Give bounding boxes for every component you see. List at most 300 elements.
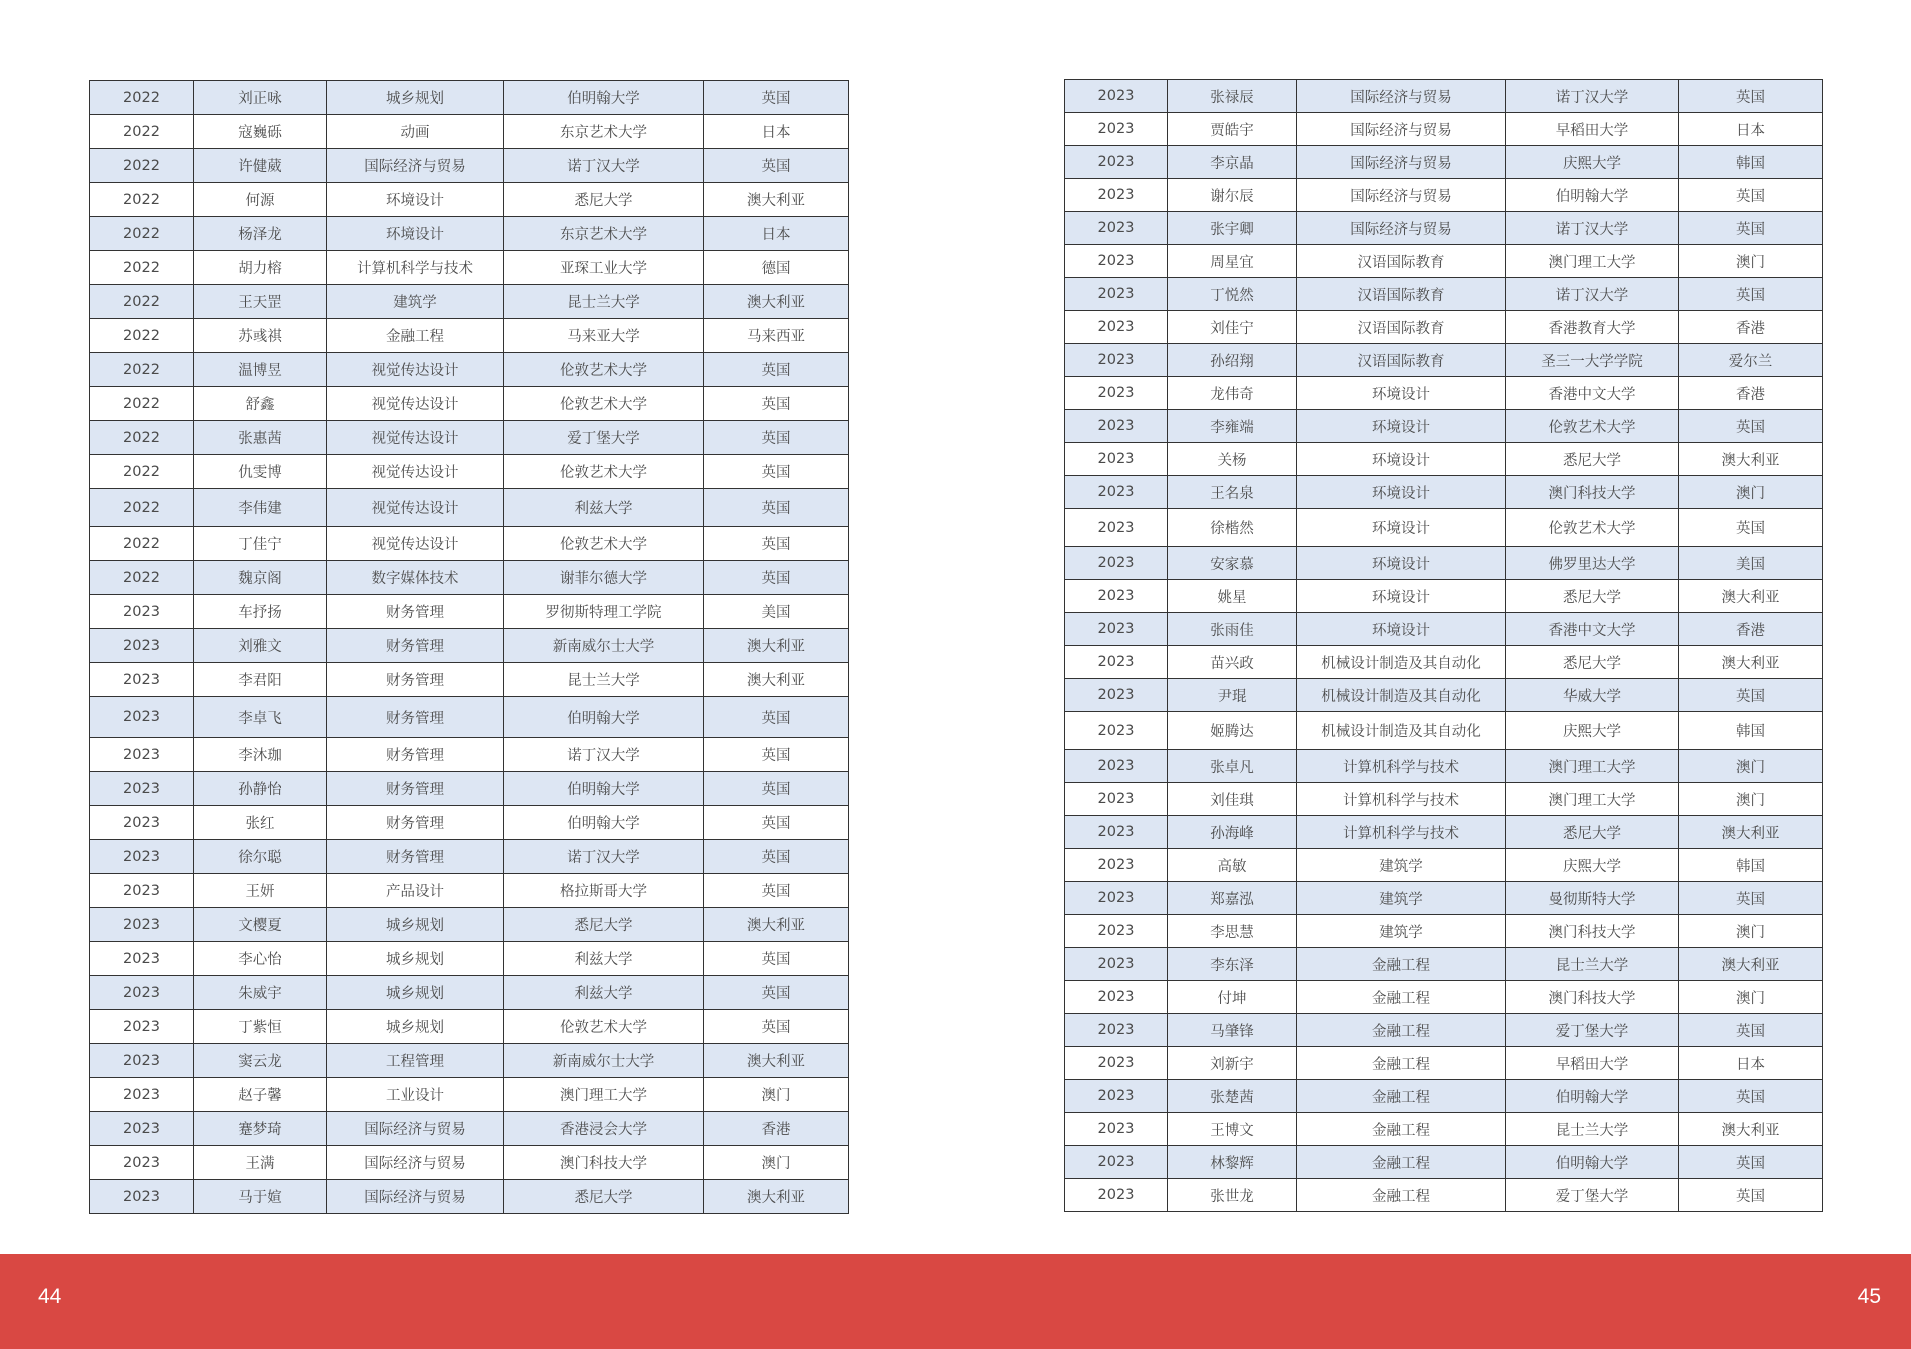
- university-cell: 诺丁汉大学: [1506, 212, 1679, 245]
- major-cell: 建筑学: [327, 285, 504, 319]
- name-cell: 关杨: [1168, 443, 1297, 476]
- name-cell: 姬腾达: [1168, 712, 1297, 750]
- major-cell: 环境设计: [327, 217, 504, 251]
- table-row: [90, 81, 849, 115]
- major-cell: 国际经济与贸易: [327, 1146, 504, 1180]
- year-cell: 2023: [1065, 679, 1168, 712]
- table-row: [1065, 981, 1823, 1014]
- major-cell: 财务管理: [327, 738, 504, 772]
- university-cell: 利兹大学: [504, 976, 704, 1010]
- table-row: [1065, 613, 1823, 646]
- year-cell: 2023: [90, 806, 194, 840]
- name-cell: 刘新宇: [1168, 1047, 1297, 1080]
- table-row: [90, 319, 849, 353]
- name-cell: 李心怡: [194, 942, 327, 976]
- country-cell: 澳大利亚: [704, 183, 849, 217]
- major-cell: 金融工程: [1297, 1014, 1506, 1047]
- country-cell: 日本: [704, 115, 849, 149]
- name-cell: 李伟建: [194, 489, 327, 527]
- table-row: [1065, 410, 1823, 443]
- name-cell: 蹇梦琦: [194, 1112, 327, 1146]
- country-cell: 韩国: [1679, 146, 1823, 179]
- year-cell: 2023: [90, 976, 194, 1010]
- name-cell: 张宇卿: [1168, 212, 1297, 245]
- year-cell: 2023: [1065, 245, 1168, 278]
- university-cell: 悉尼大学: [504, 908, 704, 942]
- table-row: [90, 353, 849, 387]
- table-row: [1065, 476, 1823, 509]
- year-cell: 2023: [90, 1010, 194, 1044]
- country-cell: 英国: [704, 738, 849, 772]
- name-cell: 尹琨: [1168, 679, 1297, 712]
- name-cell: 赵子馨: [194, 1078, 327, 1112]
- country-cell: 英国: [1679, 1014, 1823, 1047]
- table-row: [90, 489, 849, 527]
- major-cell: 视觉传达设计: [327, 353, 504, 387]
- year-cell: 2022: [90, 561, 194, 595]
- major-cell: 环境设计: [1297, 377, 1506, 410]
- name-cell: 孙静怡: [194, 772, 327, 806]
- year-cell: 2023: [1065, 1014, 1168, 1047]
- major-cell: 环境设计: [1297, 547, 1506, 580]
- major-cell: 工业设计: [327, 1078, 504, 1112]
- table-row: [90, 874, 849, 908]
- year-cell: 2023: [90, 1180, 194, 1214]
- name-cell: 刘佳琪: [1168, 783, 1297, 816]
- name-cell: 王名泉: [1168, 476, 1297, 509]
- table-row: [1065, 646, 1823, 679]
- major-cell: 机械设计制造及其自动化: [1297, 679, 1506, 712]
- country-cell: 澳大利亚: [704, 285, 849, 319]
- year-cell: 2022: [90, 217, 194, 251]
- table-row: [1065, 750, 1823, 783]
- name-cell: 徐楷然: [1168, 509, 1297, 547]
- year-cell: 2023: [1065, 377, 1168, 410]
- university-cell: 澳门理工大学: [1506, 783, 1679, 816]
- university-cell: 伦敦艺术大学: [1506, 410, 1679, 443]
- name-cell: 李君阳: [194, 663, 327, 697]
- year-cell: 2023: [1065, 410, 1168, 443]
- major-cell: 计算机科学与技术: [327, 251, 504, 285]
- university-cell: 亚琛工业大学: [504, 251, 704, 285]
- year-cell: 2023: [1065, 80, 1168, 113]
- university-cell: 澳门科技大学: [1506, 981, 1679, 1014]
- year-cell: 2023: [1065, 750, 1168, 783]
- name-cell: 窦云龙: [194, 1044, 327, 1078]
- major-cell: 金融工程: [1297, 1047, 1506, 1080]
- name-cell: 王天罡: [194, 285, 327, 319]
- major-cell: 城乡规划: [327, 976, 504, 1010]
- year-cell: 2023: [90, 1112, 194, 1146]
- year-cell: 2023: [1065, 712, 1168, 750]
- major-cell: 金融工程: [1297, 948, 1506, 981]
- university-cell: 圣三一大学学院: [1506, 344, 1679, 377]
- table-row: [90, 806, 849, 840]
- name-cell: 孙绍翔: [1168, 344, 1297, 377]
- university-cell: 谢菲尔德大学: [504, 561, 704, 595]
- major-cell: 城乡规划: [327, 942, 504, 976]
- year-cell: 2022: [90, 353, 194, 387]
- year-cell: 2023: [1065, 613, 1168, 646]
- year-cell: 2022: [90, 183, 194, 217]
- university-cell: 伦敦艺术大学: [504, 353, 704, 387]
- page-number-right: 45: [1857, 1285, 1881, 1308]
- major-cell: 财务管理: [327, 772, 504, 806]
- university-cell: 伯明翰大学: [504, 806, 704, 840]
- university-cell: 伯明翰大学: [1506, 179, 1679, 212]
- country-cell: 澳大利亚: [704, 663, 849, 697]
- name-cell: 王妍: [194, 874, 327, 908]
- table-row: [90, 1010, 849, 1044]
- name-cell: 李东泽: [1168, 948, 1297, 981]
- name-cell: 许健葳: [194, 149, 327, 183]
- university-cell: 伯明翰大学: [1506, 1146, 1679, 1179]
- name-cell: 车抒扬: [194, 595, 327, 629]
- table-row: [1065, 212, 1823, 245]
- name-cell: 刘佳宁: [1168, 311, 1297, 344]
- country-cell: 英国: [704, 1010, 849, 1044]
- table-row: [1065, 1047, 1823, 1080]
- university-cell: 澳门科技大学: [1506, 476, 1679, 509]
- major-cell: 环境设计: [1297, 443, 1506, 476]
- year-cell: 2023: [90, 1146, 194, 1180]
- table-row: [90, 421, 849, 455]
- year-cell: 2022: [90, 149, 194, 183]
- year-cell: 2023: [90, 629, 194, 663]
- country-cell: 英国: [1679, 679, 1823, 712]
- table-row: [90, 455, 849, 489]
- country-cell: 英国: [1679, 179, 1823, 212]
- table-row: [1065, 679, 1823, 712]
- country-cell: 英国: [704, 840, 849, 874]
- table-row: [90, 697, 849, 738]
- name-cell: 文樱夏: [194, 908, 327, 942]
- country-cell: 澳大利亚: [1679, 1113, 1823, 1146]
- name-cell: 仇雯博: [194, 455, 327, 489]
- name-cell: 张红: [194, 806, 327, 840]
- name-cell: 谢尔辰: [1168, 179, 1297, 212]
- table-row: [1065, 146, 1823, 179]
- major-cell: 视觉传达设计: [327, 527, 504, 561]
- table-row: [90, 942, 849, 976]
- table-row: [1065, 1080, 1823, 1113]
- country-cell: 澳大利亚: [704, 629, 849, 663]
- table-row: [1065, 849, 1823, 882]
- name-cell: 舒鑫: [194, 387, 327, 421]
- university-cell: 爱丁堡大学: [504, 421, 704, 455]
- year-cell: 2023: [90, 942, 194, 976]
- table-row: [90, 772, 849, 806]
- university-cell: 东京艺术大学: [504, 115, 704, 149]
- country-cell: 爱尔兰: [1679, 344, 1823, 377]
- name-cell: 丁悦然: [1168, 278, 1297, 311]
- name-cell: 李思慧: [1168, 915, 1297, 948]
- major-cell: 环境设计: [1297, 509, 1506, 547]
- country-cell: 英国: [704, 772, 849, 806]
- table-row: [90, 595, 849, 629]
- university-cell: 悉尼大学: [1506, 580, 1679, 613]
- country-cell: 澳大利亚: [704, 908, 849, 942]
- university-cell: 诺丁汉大学: [1506, 278, 1679, 311]
- name-cell: 寇巍砾: [194, 115, 327, 149]
- country-cell: 澳门: [1679, 981, 1823, 1014]
- university-cell: 悉尼大学: [1506, 443, 1679, 476]
- year-cell: 2023: [90, 1044, 194, 1078]
- year-cell: 2023: [1065, 1113, 1168, 1146]
- major-cell: 国际经济与贸易: [1297, 80, 1506, 113]
- university-cell: 曼彻斯特大学: [1506, 882, 1679, 915]
- year-cell: 2022: [90, 455, 194, 489]
- table-row: [1065, 80, 1823, 113]
- major-cell: 汉语国际教育: [1297, 278, 1506, 311]
- country-cell: 德国: [704, 251, 849, 285]
- year-cell: 2022: [90, 527, 194, 561]
- year-cell: 2023: [1065, 146, 1168, 179]
- name-cell: 王满: [194, 1146, 327, 1180]
- year-cell: 2022: [90, 421, 194, 455]
- name-cell: 徐尔聪: [194, 840, 327, 874]
- name-cell: 龙伟奇: [1168, 377, 1297, 410]
- name-cell: 胡力榕: [194, 251, 327, 285]
- table-row: [1065, 311, 1823, 344]
- country-cell: 香港: [704, 1112, 849, 1146]
- year-cell: 2022: [90, 387, 194, 421]
- major-cell: 汉语国际教育: [1297, 344, 1506, 377]
- table-row: [1065, 509, 1823, 547]
- year-cell: 2023: [1065, 212, 1168, 245]
- name-cell: 张雨佳: [1168, 613, 1297, 646]
- country-cell: 澳门: [1679, 750, 1823, 783]
- table-row: [1065, 179, 1823, 212]
- year-cell: 2023: [1065, 278, 1168, 311]
- university-cell: 伦敦艺术大学: [504, 527, 704, 561]
- table-row: [1065, 113, 1823, 146]
- major-cell: 视觉传达设计: [327, 489, 504, 527]
- year-cell: 2023: [1065, 849, 1168, 882]
- country-cell: 澳门: [1679, 915, 1823, 948]
- country-cell: 日本: [1679, 113, 1823, 146]
- country-cell: 马来西亚: [704, 319, 849, 353]
- university-cell: 悉尼大学: [1506, 646, 1679, 679]
- country-cell: 英国: [704, 387, 849, 421]
- major-cell: 工程管理: [327, 1044, 504, 1078]
- major-cell: 机械设计制造及其自动化: [1297, 712, 1506, 750]
- table-row: [1065, 783, 1823, 816]
- year-cell: 2023: [1065, 1146, 1168, 1179]
- university-cell: 利兹大学: [504, 942, 704, 976]
- university-cell: 罗彻斯特理工学院: [504, 595, 704, 629]
- table-row: [90, 251, 849, 285]
- table-row: [1065, 278, 1823, 311]
- name-cell: 高敏: [1168, 849, 1297, 882]
- university-cell: 利兹大学: [504, 489, 704, 527]
- country-cell: 日本: [1679, 1047, 1823, 1080]
- name-cell: 朱威宇: [194, 976, 327, 1010]
- year-cell: 2023: [1065, 344, 1168, 377]
- country-cell: 澳门: [1679, 783, 1823, 816]
- university-cell: 华威大学: [1506, 679, 1679, 712]
- year-cell: 2023: [1065, 816, 1168, 849]
- university-cell: 爱丁堡大学: [1506, 1014, 1679, 1047]
- table-row: [1065, 1113, 1823, 1146]
- table-row: [90, 149, 849, 183]
- country-cell: 英国: [1679, 278, 1823, 311]
- university-cell: 昆士兰大学: [1506, 948, 1679, 981]
- university-cell: 昆士兰大学: [1506, 1113, 1679, 1146]
- table-row: [90, 527, 849, 561]
- name-cell: 李沐珈: [194, 738, 327, 772]
- table-row: [1065, 948, 1823, 981]
- country-cell: 日本: [704, 217, 849, 251]
- table-row: [90, 1146, 849, 1180]
- major-cell: 视觉传达设计: [327, 455, 504, 489]
- table-row: [90, 738, 849, 772]
- year-cell: 2023: [90, 874, 194, 908]
- name-cell: 张卓凡: [1168, 750, 1297, 783]
- university-cell: 伦敦艺术大学: [504, 455, 704, 489]
- university-cell: 澳门理工大学: [1506, 750, 1679, 783]
- table-row: [90, 1078, 849, 1112]
- university-cell: 伦敦艺术大学: [1506, 509, 1679, 547]
- year-cell: 2023: [1065, 311, 1168, 344]
- university-cell: 澳门理工大学: [504, 1078, 704, 1112]
- university-cell: 庆熙大学: [1506, 849, 1679, 882]
- table-row: [1065, 915, 1823, 948]
- major-cell: 机械设计制造及其自动化: [1297, 646, 1506, 679]
- university-cell: 诺丁汉大学: [504, 840, 704, 874]
- major-cell: 汉语国际教育: [1297, 311, 1506, 344]
- year-cell: 2023: [1065, 179, 1168, 212]
- year-cell: 2023: [1065, 1179, 1168, 1212]
- name-cell: 马肇锋: [1168, 1014, 1297, 1047]
- table-row: [1065, 377, 1823, 410]
- table-row: [1065, 443, 1823, 476]
- major-cell: 产品设计: [327, 874, 504, 908]
- country-cell: 英国: [704, 489, 849, 527]
- country-cell: 英国: [704, 81, 849, 115]
- major-cell: 金融工程: [1297, 1146, 1506, 1179]
- name-cell: 张楚茜: [1168, 1080, 1297, 1113]
- table-row: [90, 976, 849, 1010]
- major-cell: 财务管理: [327, 595, 504, 629]
- country-cell: 英国: [704, 421, 849, 455]
- country-cell: 英国: [704, 942, 849, 976]
- name-cell: 温博昱: [194, 353, 327, 387]
- table-row: [1065, 712, 1823, 750]
- year-cell: 2023: [1065, 580, 1168, 613]
- major-cell: 计算机科学与技术: [1297, 816, 1506, 849]
- country-cell: 英国: [704, 874, 849, 908]
- table-row: [1065, 344, 1823, 377]
- name-cell: 马于媗: [194, 1180, 327, 1214]
- major-cell: 环境设计: [1297, 613, 1506, 646]
- name-cell: 苏彧祺: [194, 319, 327, 353]
- major-cell: 视觉传达设计: [327, 421, 504, 455]
- year-cell: 2023: [90, 595, 194, 629]
- university-cell: 早稻田大学: [1506, 113, 1679, 146]
- major-cell: 财务管理: [327, 629, 504, 663]
- year-cell: 2022: [90, 251, 194, 285]
- major-cell: 财务管理: [327, 697, 504, 738]
- page-number-left: 44: [38, 1285, 62, 1308]
- year-cell: 2023: [1065, 783, 1168, 816]
- university-cell: 伦敦艺术大学: [504, 1010, 704, 1044]
- university-cell: 香港浸会大学: [504, 1112, 704, 1146]
- country-cell: 英国: [1679, 212, 1823, 245]
- name-cell: 刘雅文: [194, 629, 327, 663]
- name-cell: 林黎辉: [1168, 1146, 1297, 1179]
- year-cell: 2023: [1065, 882, 1168, 915]
- year-cell: 2023: [1065, 1080, 1168, 1113]
- major-cell: 城乡规划: [327, 81, 504, 115]
- table-row: [90, 1044, 849, 1078]
- university-cell: 澳门理工大学: [1506, 245, 1679, 278]
- major-cell: 计算机科学与技术: [1297, 783, 1506, 816]
- country-cell: 澳大利亚: [1679, 443, 1823, 476]
- table-row: [1065, 547, 1823, 580]
- country-cell: 澳门: [1679, 476, 1823, 509]
- table-row: [1065, 1179, 1823, 1212]
- country-cell: 澳大利亚: [1679, 646, 1823, 679]
- major-cell: 金融工程: [1297, 1080, 1506, 1113]
- major-cell: 城乡规划: [327, 908, 504, 942]
- admission-table-right: [1064, 79, 1823, 1212]
- country-cell: 英国: [704, 353, 849, 387]
- university-cell: 庆熙大学: [1506, 146, 1679, 179]
- table-row: [90, 663, 849, 697]
- university-cell: 昆士兰大学: [504, 285, 704, 319]
- year-cell: 2022: [90, 81, 194, 115]
- major-cell: 金融工程: [327, 319, 504, 353]
- university-cell: 悉尼大学: [504, 183, 704, 217]
- name-cell: 刘正咏: [194, 81, 327, 115]
- name-cell: 付坤: [1168, 981, 1297, 1014]
- university-cell: 伯明翰大学: [504, 772, 704, 806]
- country-cell: 英国: [1679, 882, 1823, 915]
- table-row: [90, 840, 849, 874]
- university-cell: 伦敦艺术大学: [504, 387, 704, 421]
- major-cell: 计算机科学与技术: [1297, 750, 1506, 783]
- name-cell: 周星宜: [1168, 245, 1297, 278]
- year-cell: 2023: [1065, 915, 1168, 948]
- university-cell: 爱丁堡大学: [1506, 1179, 1679, 1212]
- country-cell: 澳门: [1679, 245, 1823, 278]
- major-cell: 汉语国际教育: [1297, 245, 1506, 278]
- country-cell: 英国: [704, 806, 849, 840]
- year-cell: 2023: [1065, 443, 1168, 476]
- major-cell: 金融工程: [1297, 981, 1506, 1014]
- university-cell: 香港中文大学: [1506, 377, 1679, 410]
- country-cell: 澳门: [704, 1146, 849, 1180]
- country-cell: 英国: [704, 527, 849, 561]
- university-cell: 伯明翰大学: [504, 697, 704, 738]
- table-row: [1065, 580, 1823, 613]
- major-cell: 环境设计: [1297, 476, 1506, 509]
- name-cell: 李京晶: [1168, 146, 1297, 179]
- year-cell: 2023: [90, 697, 194, 738]
- year-cell: 2023: [90, 840, 194, 874]
- year-cell: 2022: [90, 285, 194, 319]
- name-cell: 丁紫恒: [194, 1010, 327, 1044]
- year-cell: 2022: [90, 319, 194, 353]
- year-cell: 2022: [90, 115, 194, 149]
- year-cell: 2023: [90, 908, 194, 942]
- year-cell: 2023: [1065, 646, 1168, 679]
- year-cell: 2023: [90, 1078, 194, 1112]
- year-cell: 2023: [1065, 948, 1168, 981]
- university-cell: 澳门科技大学: [1506, 915, 1679, 948]
- table-row: [1065, 816, 1823, 849]
